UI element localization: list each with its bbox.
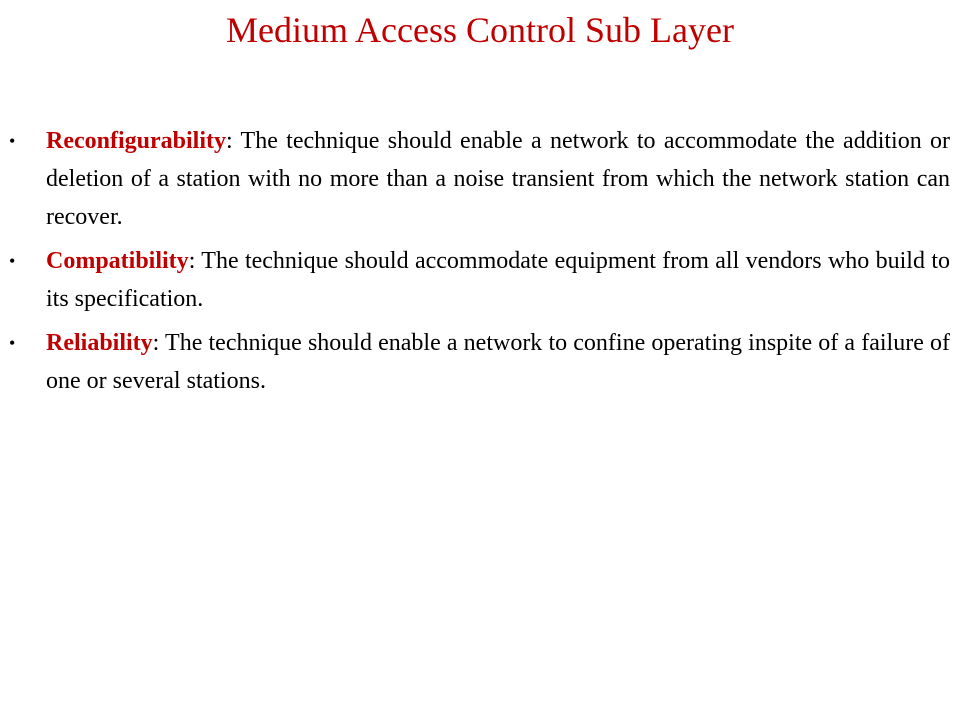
bullet-item-reliability bbox=[9, 324, 950, 400]
bullet-list bbox=[0, 122, 960, 400]
bullet-item-compatibility bbox=[9, 242, 950, 318]
bullet-term: Compatibility bbox=[46, 248, 189, 274]
bullet-dot-icon: • bbox=[9, 251, 16, 271]
bullet-dot-icon: • bbox=[9, 333, 16, 353]
slide-title: Medium Access Control Sub Layer bbox=[226, 10, 734, 50]
bullet-text: : The technique should enable a network to accommodate the addition or deletion of a station with no more than a noise transient from which the network station can recover. bbox=[46, 128, 950, 230]
bullet-term: Reliability bbox=[46, 330, 153, 356]
bullet-dot-icon: • bbox=[9, 131, 16, 151]
bullet-term: Reconfigurability bbox=[46, 128, 226, 154]
bullet-text: : The technique should enable a network to confine operating inspite of a failure of one or several stations. bbox=[46, 330, 950, 394]
bullet-item-reconfigurability bbox=[9, 122, 950, 236]
bullet-text: : The technique should accommodate equipment from all vendors who build to its specification. bbox=[46, 248, 950, 312]
